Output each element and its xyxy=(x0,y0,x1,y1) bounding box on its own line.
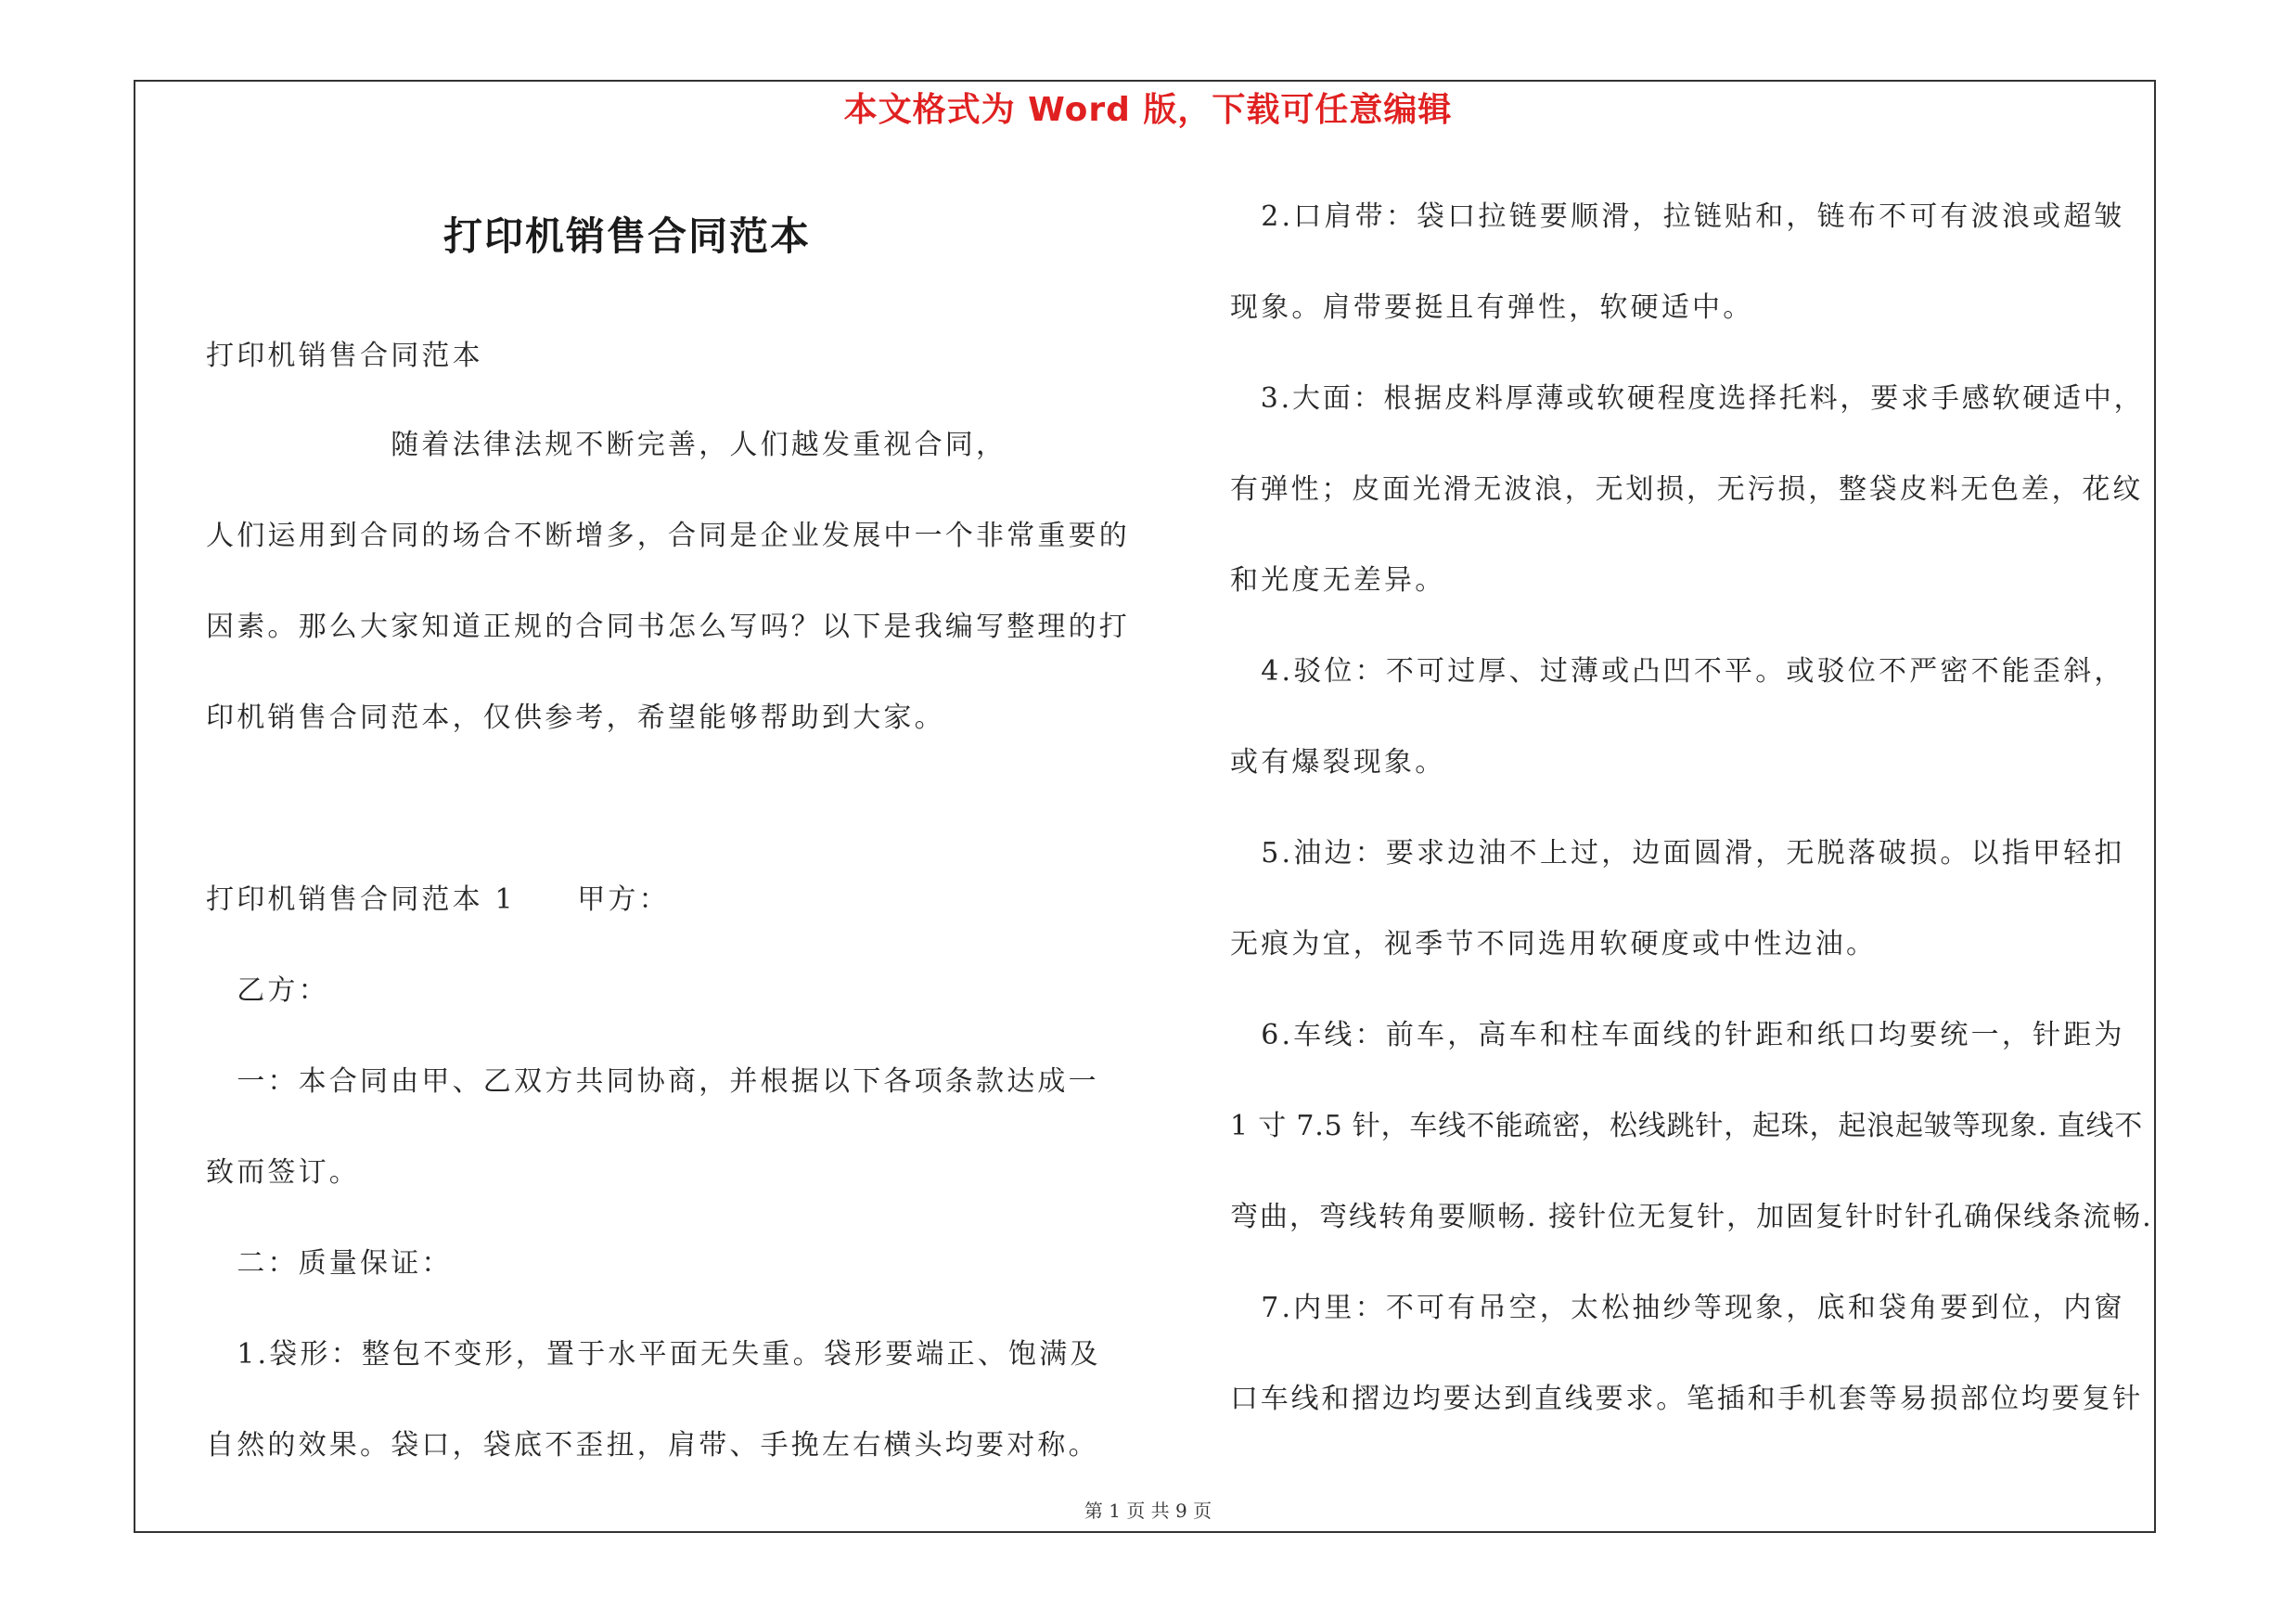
text-line: 二：质量保证： xyxy=(206,1247,453,1280)
text-line: 打印机销售合同范本 xyxy=(206,340,483,372)
page-number-footer: 第 1 页 共 9 页 xyxy=(1084,1500,1212,1522)
text-line: 随着法律法规不断完善，人们越发重视合同， xyxy=(206,429,1007,461)
text-line: 人们运用到合同的场合不断增多，合同是企业发展中一个非常重要的 xyxy=(206,520,1130,552)
text-line: 无痕为宜，视季节不同选用软硬度或中性边油。 xyxy=(1230,928,1878,960)
text-line: 现象。肩带要挺且有弹性，软硬适中。 xyxy=(1230,291,1754,324)
text-line: 2.口肩带：袋口拉链要顺滑，拉链贴和，链布不可有波浪或超皱 xyxy=(1230,200,2125,233)
format-banner: 本文格式为 Word 版，下载可任意编辑 xyxy=(843,91,1453,129)
document-title: 打印机销售合同范本 xyxy=(443,213,812,259)
text-line: 打印机销售合同范本 1 甲方： xyxy=(206,883,670,916)
text-line: 1.袋形：整包不变形，置于水平面无失重。袋形要端正、饱满及 xyxy=(206,1338,1101,1371)
text-line: 自然的效果。袋口，袋底不歪扭，肩带、手挽左右横头均要对称。 xyxy=(206,1429,1099,1462)
text-line: 口车线和摺边均要达到直线要求。笔插和手机套等易损部位均要复针 xyxy=(1230,1383,2143,1415)
text-line: 和光度无差异。 xyxy=(1230,564,1446,597)
text-line: 3.大面：根据皮料厚薄或软硬程度选择托料，要求手感软硬适中， xyxy=(1230,382,2145,415)
text-line: 致而签订。 xyxy=(206,1156,360,1189)
text-line: 弯曲，弯线转角要顺畅. 接针位无复针，加固复针时针孔确保线条流畅. xyxy=(1230,1201,2153,1233)
text-line: 印机销售合同范本，仅供参考，希望能够帮助到大家。 xyxy=(206,702,945,734)
text-line: 7.内里：不可有吊空，太松抽纱等现象，底和袋角要到位，内窗 xyxy=(1230,1292,2125,1324)
text-line: 5.油边：要求边油不上过，边面圆滑，无脱落破损。以指甲轻扣 xyxy=(1230,837,2125,869)
text-line: 乙方： xyxy=(206,974,329,1007)
text-line: 有弹性；皮面光滑无波浪，无划损，无污损，整袋皮料无色差，花纹 xyxy=(1230,473,2143,506)
text-line: 4.驳位：不可过厚、过薄或凸凹不平。或驳位不严密不能歪斜， xyxy=(1230,655,2125,688)
text-line: 或有爆裂现象。 xyxy=(1230,746,1446,779)
text-line: 因素。那么大家知道正规的合同书怎么写吗？以下是我编写整理的打 xyxy=(206,611,1130,643)
text-line: 1 寸 7.5 针，车线不能疏密，松线跳针，起珠，起浪起皱等现象. 直线不 xyxy=(1230,1110,2144,1142)
text-line: 一：本合同由甲、乙双方共同协商，并根据以下各项条款达成一 xyxy=(206,1065,1099,1098)
text-line: 6.车线：前车，高车和柱车面线的针距和纸口均要统一，针距为 xyxy=(1230,1019,2125,1051)
